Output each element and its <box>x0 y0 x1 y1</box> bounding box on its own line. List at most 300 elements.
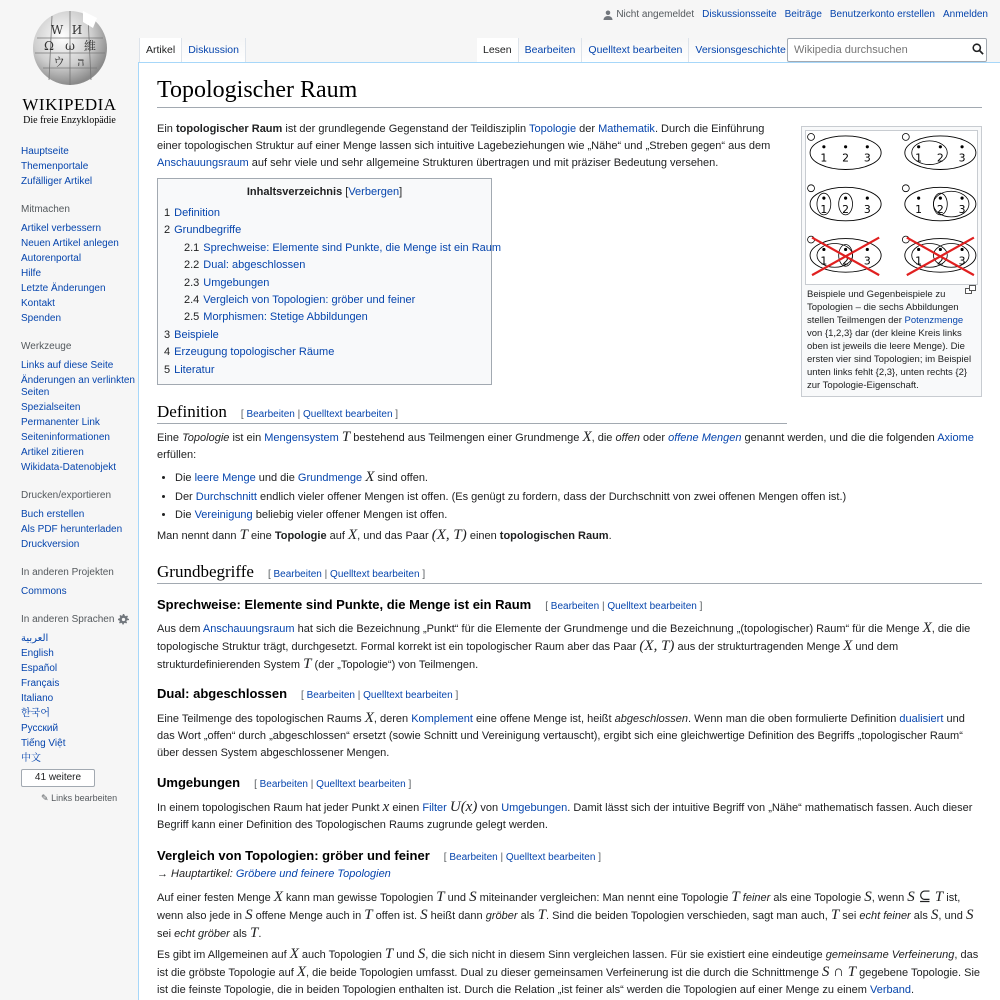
text: offen ist. <box>372 910 421 922</box>
empty-set-circle <box>902 133 909 140</box>
subsection-heading-sprechweise <box>157 597 702 612</box>
empty-set-circle <box>808 133 815 140</box>
text: und <box>444 892 470 904</box>
text: als <box>517 910 538 922</box>
sidebar-item-autorenportal[interactable]: Autorenportal <box>21 253 82 264</box>
math-formula: T <box>830 907 840 923</box>
math-formula: T <box>249 925 259 941</box>
toc-entry[interactable] <box>164 222 485 239</box>
bracket: ] <box>699 601 703 612</box>
point-dot <box>917 145 920 148</box>
login-link[interactable]: Anmelden <box>942 9 988 20</box>
tab-quelltext-bearbeiten[interactable]: Quelltext bearbeiten <box>582 38 689 62</box>
edit-links-link[interactable] <box>41 793 136 804</box>
hatnote-text: → Hauptartikel: <box>157 868 236 880</box>
text: In einem topologischen Raum hat jeder Punkt <box>157 802 383 814</box>
math-formula: T <box>731 889 740 905</box>
text: . Sind die beiden Topologien verschieden, sagt man auch, <box>546 910 831 922</box>
bold-term: topologischen Raum <box>499 530 609 542</box>
text: als <box>229 928 250 940</box>
toc-link[interactable]: Umgebungen <box>203 276 270 289</box>
point-label: 2 <box>842 151 850 165</box>
point-label: 3 <box>863 151 871 165</box>
lang-item-francais[interactable]: Français <box>21 678 60 689</box>
wikipedia-globe-icon <box>27 8 113 88</box>
edit-source-link[interactable]: Quelltext bearbeiten <box>505 852 596 863</box>
link-anschauungsraum[interactable]: Anschauungsraum <box>202 623 295 635</box>
link-potenzmenge[interactable]: Potenzmenge <box>904 315 964 326</box>
sidebar-item-seiteninformationen[interactable]: Seiteninformationen <box>21 432 110 443</box>
tab-lesen[interactable]: Lesen <box>477 38 519 62</box>
math-formula: (X, T) <box>639 638 675 654</box>
point-dot <box>939 248 942 251</box>
svg-text:ウ: ウ <box>52 55 65 69</box>
text: gegebene Topologie. Sie ist die feinste Topologie, die in beiden Topologien enthalten ist. Durch die Relation „ist feiner als“ werden die Topologien auf einer Menge zu einem <box>157 967 981 996</box>
point-dot <box>866 248 869 251</box>
search-input[interactable] <box>787 38 987 62</box>
text: auch Topologien <box>298 949 385 961</box>
toc-entry[interactable] <box>164 309 485 326</box>
intro-text: . Durch die Einführung einer topologischen Struktur auf einer Menge lassen sich intuitive Lagebeziehungen wie „Nähe“ und „Streben gegen“ aus dem <box>157 123 771 152</box>
subsection-heading-label: Umgebungen <box>157 775 241 790</box>
math-formula: S <box>417 946 426 962</box>
edit-section-links <box>241 409 398 420</box>
sidebar-heading-werkzeuge[interactable]: Werkzeuge <box>21 341 72 352</box>
point-label: 3 <box>958 254 966 268</box>
text: heißt dann <box>427 910 486 922</box>
toc-number: 1 <box>164 207 171 219</box>
edit-links-label: Links bearbeiten <box>51 793 118 803</box>
link-hauptartikel[interactable]: Gröbere und feinere Topologien <box>235 868 391 880</box>
talk-page-link[interactable]: Diskussionsseite <box>702 9 777 20</box>
text: . <box>911 984 915 996</box>
create-account-link[interactable]: Benutzerkonto erstellen <box>829 9 935 20</box>
point-label: 2 <box>842 254 850 268</box>
intro-text: Ein <box>157 123 176 135</box>
text: , die <box>591 432 616 444</box>
separator: | <box>601 601 605 612</box>
link-vereinigung[interactable]: Vereinigung <box>194 509 253 521</box>
math-formula: X <box>296 964 307 980</box>
namespace-tabs <box>139 38 246 62</box>
sidebar-item-links-auf-diese-seite[interactable]: Links auf diese Seite <box>21 360 114 371</box>
toc-number: 2.2 <box>184 259 200 272</box>
sidebar <box>21 146 136 816</box>
edit-section-link[interactable]: Bearbeiten <box>259 779 308 790</box>
svg-text:ה: ה <box>77 55 84 69</box>
subsection-heading-label: Vergleich von Topologien: gröber und feiner <box>157 848 430 863</box>
link-axiome[interactable]: Axiome <box>937 432 974 444</box>
link-anschauungsraum[interactable]: Anschauungsraum <box>157 157 249 169</box>
edit-source-link[interactable]: Quelltext bearbeiten <box>303 409 393 420</box>
lang-item-arabic[interactable]: العربية <box>21 633 49 644</box>
link-mathematik[interactable]: Mathematik <box>598 123 655 135</box>
list-item <box>175 506 975 525</box>
sidebar-item-artikel-verbessern[interactable]: Artikel verbessern <box>21 223 102 234</box>
text: bestehend aus Teilmengen einer Grundmenge <box>350 432 583 444</box>
sidebar-item-hilfe[interactable]: Hilfe <box>21 268 42 279</box>
bracket: ] <box>455 690 459 701</box>
sidebar-item-druckversion[interactable]: Druckversion <box>21 539 80 550</box>
point-dot <box>939 145 942 148</box>
text: Die <box>175 509 195 521</box>
view-tabs <box>477 38 793 62</box>
text: , und das Paar <box>357 530 432 542</box>
sidebar-item-kontakt[interactable]: Kontakt <box>21 298 55 309</box>
italic-term: abgeschlossen <box>614 713 689 725</box>
definition-conclusion <box>157 527 982 545</box>
sidebar-sprachen <box>21 614 136 804</box>
text: aus der strukturtragenden Menge <box>674 641 844 653</box>
tab-bearbeiten[interactable]: Bearbeiten <box>519 38 583 62</box>
text: sei <box>157 928 175 940</box>
sidebar-item-wikidata[interactable]: Wikidata-Datenobjekt <box>21 462 117 473</box>
text: eine offene Menge ist, heißt <box>472 713 615 725</box>
point-label: 2 <box>842 202 850 216</box>
math-formula: X <box>364 710 374 726</box>
sidebar-heading-drucken[interactable]: Drucken/exportieren <box>21 490 112 501</box>
tab-artikel[interactable]: Artikel <box>140 38 182 62</box>
link-offene-mengen[interactable]: offene Mengen <box>668 432 742 444</box>
list-item <box>175 488 975 507</box>
more-languages-button[interactable]: 41 weitere <box>21 769 95 787</box>
point-label: 2 <box>936 254 944 268</box>
text: beliebig vieler offener Mengen ist offen. <box>252 509 448 521</box>
lang-item-english[interactable]: English <box>21 648 54 659</box>
text: offene Menge auch in <box>252 910 365 922</box>
italic-term: Topologie <box>182 432 230 444</box>
italic-term: gröber <box>485 910 518 922</box>
point-dot <box>844 145 847 148</box>
toc-entry[interactable] <box>164 205 485 222</box>
link-mengensystem[interactable]: Mengensystem <box>264 432 339 444</box>
text: Eine Teilmenge des topologischen Raums <box>157 713 365 725</box>
empty-set-circle <box>902 185 909 192</box>
italic-term: echt gröber <box>174 928 230 940</box>
bracket: [ <box>443 852 447 863</box>
text: miteinander vergleichen: Man nennt eine Topologie <box>476 892 732 904</box>
bracket: ] <box>422 569 426 580</box>
svg-text:Ω: Ω <box>43 39 54 53</box>
lang-item-vietnamese[interactable]: Tiếng Việt <box>21 738 66 749</box>
sidebar-item-zufaelliger-artikel[interactable]: Zufälliger Artikel <box>21 176 93 187</box>
link-filter[interactable]: Filter <box>422 802 447 814</box>
edit-section-links <box>545 601 702 612</box>
toc-link[interactable]: Dual: abgeschlossen <box>203 259 306 272</box>
sidebar-item-letzte-aenderungen[interactable]: Letzte Änderungen <box>21 283 106 294</box>
wikipedia-logo[interactable] <box>12 8 127 126</box>
sidebar-item-permanenter-link[interactable]: Permanenter Link <box>21 417 100 428</box>
list-item <box>175 468 975 488</box>
sidebar-item-buch-erstellen[interactable]: Buch erstellen <box>21 509 85 520</box>
edit-source-link[interactable]: Quelltext bearbeiten <box>607 601 697 612</box>
point-label: 1 <box>915 151 923 165</box>
vergleich-paragraph-1 <box>157 889 982 943</box>
text: oder <box>639 432 669 444</box>
toc-link[interactable]: Sprechweise: Elemente sind Punkte, die Menge ist ein Raum <box>203 241 502 254</box>
separator: | <box>310 779 314 790</box>
math-formula: X <box>347 527 358 543</box>
sidebar-projekte <box>21 567 136 598</box>
point-label: 1 <box>915 202 923 216</box>
page-title: Topologischer Raum <box>157 77 358 103</box>
lang-item-chinese[interactable]: 中文 <box>21 753 41 764</box>
bracket: ] <box>598 852 601 863</box>
math-formula: X <box>582 429 592 445</box>
section-divider <box>157 583 982 584</box>
math-formula: S <box>469 889 477 905</box>
intro-text: ist der grundlegende Gegenstand der Teildisziplin <box>282 123 529 135</box>
bracket: [ <box>301 690 304 701</box>
sidebar-mitmachen <box>21 204 136 325</box>
tab-versionsgeschichte[interactable]: Versionsgeschichte <box>689 38 792 62</box>
edit-source-link[interactable]: Quelltext bearbeiten <box>316 779 406 790</box>
link-leere-menge[interactable]: leere Menge <box>194 472 256 484</box>
toc-link[interactable]: Beispiele <box>174 328 219 341</box>
bracket: [ <box>240 409 244 420</box>
toc-number: 3 <box>164 328 171 341</box>
math-formula: T <box>384 946 394 962</box>
math-formula: T <box>239 527 248 543</box>
math-formula: T <box>364 907 373 923</box>
math-formula: T <box>436 889 445 905</box>
math-formula: (X, T) <box>431 527 467 543</box>
intro-text: auf sehr viele und sehr allgemeine Strukturen übertragen und mit präziser Bedeutung versehen. <box>248 157 719 169</box>
text: sind offen. <box>374 472 428 484</box>
point-label: 3 <box>958 151 966 165</box>
toc-link[interactable]: Morphismen: Stetige Abbildungen <box>203 311 368 324</box>
subsection-heading-dual <box>157 686 458 701</box>
toc-number: 4 <box>164 346 171 359</box>
text: ist ein <box>229 432 265 444</box>
edit-section-links <box>444 852 601 863</box>
hauptartikel-hatnote <box>157 866 982 883</box>
point-dot <box>822 248 825 251</box>
bracket: ] <box>408 779 412 790</box>
text: , und <box>938 910 966 922</box>
separator: | <box>357 690 361 701</box>
svg-text:W: W <box>50 23 63 37</box>
math-formula: X <box>273 889 283 905</box>
section-heading-definition <box>157 402 398 422</box>
text: , die sich nicht in diesem Sinn vergleichen lassen. Für sie existiert eine eindeutige <box>425 949 826 961</box>
sidebar-heading-projekte[interactable]: In anderen Projekten <box>21 567 114 578</box>
italic-term: offen <box>615 432 640 444</box>
math-formula: X <box>843 638 853 654</box>
bracket: [ <box>545 601 548 612</box>
point-dot <box>822 197 825 200</box>
math-formula: S <box>965 907 974 923</box>
point-label: 1 <box>820 254 828 268</box>
edit-section-links <box>268 569 425 580</box>
point-label: 1 <box>820 202 828 216</box>
lang-item-russian[interactable]: Русский <box>21 723 59 734</box>
toc-entry[interactable] <box>164 257 485 274</box>
toc-number: 2.4 <box>184 294 200 307</box>
sidebar-item-spenden[interactable]: Spenden <box>21 313 62 324</box>
contributions-link[interactable]: Beiträge <box>784 9 822 20</box>
toc-number: 5 <box>164 363 171 376</box>
math-formula: X <box>289 946 299 962</box>
sidebar-item-hauptseite[interactable]: Hauptseite <box>21 146 69 157</box>
point-dot <box>960 197 963 200</box>
point-dot <box>844 197 847 200</box>
toc-toggle-link[interactable]: Verbergen <box>348 186 400 198</box>
personal-tools <box>603 9 988 20</box>
separator: | <box>324 569 328 580</box>
math-formula: X <box>365 469 375 485</box>
link-komplement[interactable]: Komplement <box>411 713 473 725</box>
dual-paragraph <box>157 710 982 762</box>
sidebar-item-aenderungen-verlinkt[interactable]: Änderungen an verlinkten Seiten <box>21 375 135 398</box>
math-formula: S <box>930 907 939 923</box>
axiom-list <box>175 468 975 525</box>
edit-source-link[interactable]: Quelltext bearbeiten <box>363 690 453 701</box>
lang-item-korean[interactable]: 한국어 <box>21 708 50 719</box>
math-formula: X <box>922 620 932 636</box>
link-grundmenge[interactable]: Grundmenge <box>297 472 363 484</box>
math-formula: U(x) <box>449 799 478 815</box>
sidebar-heading-sprachen-label: In anderen Sprachen <box>21 614 115 625</box>
point-label: 2 <box>936 202 944 216</box>
sidebar-heading-sprachen[interactable] <box>21 614 136 625</box>
text: einen <box>389 802 423 814</box>
point-label: 2 <box>936 151 944 165</box>
text: von <box>477 802 502 814</box>
sidebar-item-themenportale[interactable]: Themenportale <box>21 161 89 172</box>
sidebar-item-spezialseiten[interactable]: Spezialseiten <box>21 402 81 413</box>
toc-link[interactable]: Grundbegriffe <box>174 224 242 237</box>
edit-section-link[interactable]: Bearbeiten <box>550 601 600 612</box>
text: . <box>608 530 612 542</box>
edit-section-link[interactable]: Bearbeiten <box>449 852 498 863</box>
link-umgebungen[interactable]: Umgebungen <box>501 802 568 814</box>
toc-link[interactable]: Literatur <box>174 363 215 376</box>
lang-item-italiano[interactable]: Italiano <box>21 693 54 704</box>
text: . <box>258 928 262 940</box>
link-topologie[interactable]: Topologie <box>528 123 577 135</box>
math-formula: S ⊆ T <box>907 889 944 905</box>
text: . Wenn man die oben formulierte Definition <box>688 713 900 725</box>
text: endlich vieler offener Mengen ist offen. (Es genügt zu fordern, dass der Durchschnitt von zwei offenen Mengen offen ist.) <box>256 490 847 503</box>
link-verband[interactable]: Verband <box>870 984 911 996</box>
magnify-icon[interactable] <box>965 285 976 294</box>
sidebar-main <box>21 146 136 188</box>
toc-link[interactable]: Definition <box>174 207 220 219</box>
italic-term: echt feiner <box>859 910 911 922</box>
edit-section-links <box>254 779 411 790</box>
search-icon[interactable] <box>972 43 984 55</box>
bracket: ] <box>395 409 399 420</box>
point-dot <box>939 197 942 200</box>
not-logged-in <box>603 9 694 20</box>
topology-examples-image[interactable] <box>805 130 978 285</box>
toc-link[interactable]: Erzeugung topologischer Räume <box>174 346 335 359</box>
sidebar-item-commons[interactable]: Commons <box>21 586 67 597</box>
table-of-contents <box>157 178 502 385</box>
point-label: 1 <box>915 254 923 268</box>
text: und dem strukturdefinierenden System <box>157 641 899 671</box>
lang-item-espanol[interactable]: Español <box>21 663 58 674</box>
text: auf <box>326 530 348 542</box>
empty-set-circle <box>808 185 815 192</box>
link-durchschnitt[interactable]: Durchschnitt <box>195 490 257 503</box>
bold-term: Topologie <box>274 530 327 542</box>
toc-entry[interactable] <box>164 292 485 309</box>
sidebar-item-artikel-zitieren[interactable]: Artikel zitieren <box>21 447 84 458</box>
vergleich-paragraph-2 <box>157 946 982 999</box>
intro-bold-term: topologischer Raum <box>175 123 283 135</box>
toc-entry[interactable] <box>164 344 485 361</box>
point-dot <box>960 248 963 251</box>
subsection-heading-umgebungen <box>157 775 411 790</box>
toc-entry[interactable] <box>164 240 502 257</box>
edit-section-link[interactable]: Bearbeiten <box>246 409 295 420</box>
umgebungen-paragraph <box>157 799 982 834</box>
math-formula: S <box>420 907 428 923</box>
text: und das Wort „offen“ durch „abgeschlossen“ ersetzt (sowie Schnitt und Vereinigung vertauscht), ergibt sich eine gleichwertige Definition des Begriffs „topologischer Raum“ über dessen System abgeschlossener Mengen. <box>157 713 965 759</box>
toc-entry[interactable] <box>164 362 485 379</box>
not-logged-in-label: Nicht angemeldet <box>616 9 695 20</box>
text: ist, wenn also jede in <box>157 892 961 922</box>
point-dot <box>960 145 963 148</box>
svg-text:維: 維 <box>83 39 96 53</box>
wikipedia-tagline: Die freie Enzyklopädie <box>23 115 116 126</box>
math-formula: T <box>341 429 351 445</box>
tab-diskussion[interactable]: Diskussion <box>182 38 246 62</box>
intro-text: der <box>576 123 599 135</box>
gear-icon[interactable] <box>118 614 129 625</box>
sidebar-item-pdf[interactable]: Als PDF herunterladen <box>21 524 123 535</box>
point-label: 3 <box>958 202 966 216</box>
edit-source-link[interactable]: Quelltext bearbeiten <box>330 569 420 580</box>
sidebar-heading-mitmachen[interactable]: Mitmachen <box>21 204 70 215</box>
point-dot <box>844 248 847 251</box>
sidebar-werkzeuge <box>21 341 136 474</box>
toc-number: 2.1 <box>184 241 200 254</box>
caption-text: von {1,2,3} dar (der kleine Kreis links oben ist jeweils die leere Menge). Die ersten vier sind Topologien; im Beispiel unten links fehlt {2,3}, unten rechts {2} zur Topologie-Eigenschaft. <box>807 328 972 391</box>
thumbnail-caption <box>805 288 978 392</box>
toc-link[interactable]: Vergleich von Topologien: gröber und feiner <box>203 294 416 307</box>
link-dualisiert[interactable]: dualisiert <box>899 713 944 725</box>
edit-section-link[interactable]: Bearbeiten <box>273 569 322 580</box>
bracket: [ <box>267 569 271 580</box>
toc-entry[interactable] <box>164 275 485 292</box>
text: als eine Topologie <box>770 892 865 904</box>
text: Es gibt im Allgemeinen auf <box>157 949 290 961</box>
math-formula: x <box>382 799 390 815</box>
sidebar-item-neuen-artikel[interactable]: Neuen Artikel anlegen <box>21 238 119 249</box>
math-formula: S <box>864 889 872 905</box>
subsection-heading-vergleich <box>157 848 601 863</box>
point-dot <box>917 248 920 251</box>
section-heading-grundbegriffe <box>157 562 425 582</box>
text: sei <box>839 910 860 922</box>
text: , das ist die gröbste Topologie auf <box>157 949 979 979</box>
thumbnail-figure <box>801 126 982 397</box>
text: hat sich die Bezeichnung „Punkt“ für die Elemente der Grundmenge und die Bezeichnung „(topologischer) Raum“ für die Menge <box>294 623 923 635</box>
point-label: 3 <box>863 254 871 268</box>
point-dot <box>866 197 869 200</box>
text: und <box>393 949 418 961</box>
toc-entry[interactable] <box>164 327 485 344</box>
text: , deren <box>373 713 412 725</box>
text: , wenn <box>871 892 908 904</box>
subsection-heading-label: Sprechweise: Elemente sind Punkte, die Menge ist ein Raum <box>157 597 532 612</box>
separator: | <box>500 852 504 863</box>
edit-section-link[interactable]: Bearbeiten <box>306 690 355 701</box>
toc-title-label: Inhaltsverzeichnis <box>246 186 343 198</box>
